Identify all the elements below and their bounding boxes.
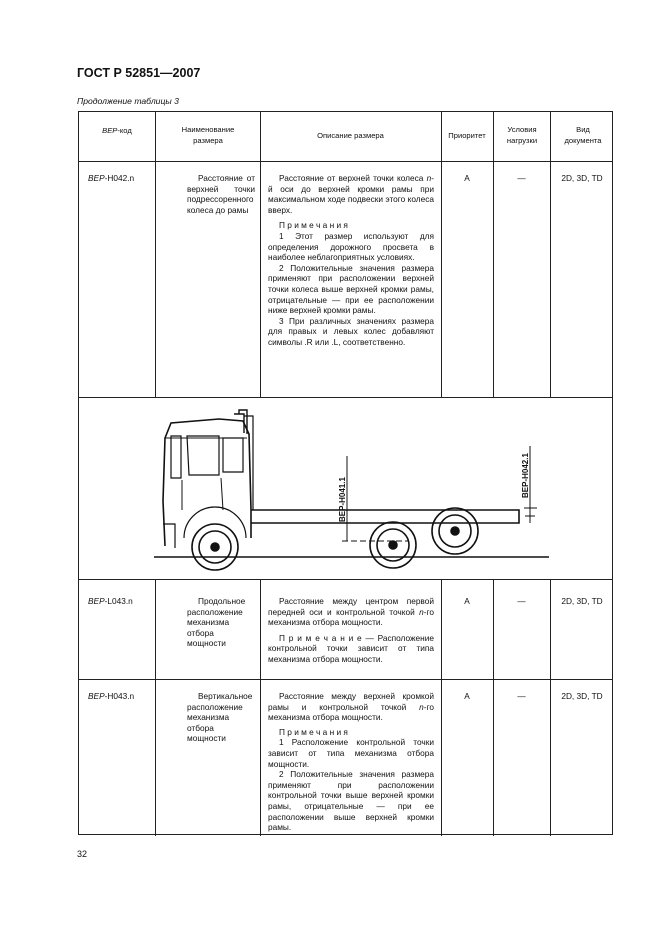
row2-description [268, 596, 434, 665]
row1-description [268, 173, 434, 348]
row1-desc-main: Расстояние от верхней точки колеса n-й оси до верхней кромки рамы при максимальном ходе подвески этого колеса вверх. [268, 173, 434, 215]
row1-note-2: 2 Положительные значения размера применяют при расположении верхней точки колеса выше верхней кромки рамы, отрицательные — при ее расположении ниже верхней кромки рамы. [268, 262, 434, 316]
row2-note: П р и м е ч а н и е — Расположение контрольной точки зависит от типа механизма отбора мощности. [268, 632, 434, 664]
column-divider [493, 579, 494, 836]
column-divider [550, 579, 551, 836]
row1-load: — [517, 173, 526, 183]
chassis-frame [251, 510, 519, 523]
row3-name: Вертикальное расположение механизма отбора мощности [187, 691, 253, 744]
column-divider [493, 112, 494, 397]
column-divider [550, 112, 551, 397]
column-divider [155, 112, 156, 397]
header-name: Наименование размера [181, 125, 235, 145]
row-divider [79, 679, 612, 680]
dimensions-table [78, 111, 613, 835]
header-load: Условия нагрузки [506, 125, 538, 145]
row3-load: — [517, 691, 526, 701]
row1-name: Расстояние от верхней точки подрессоренного колеса до рамы [187, 173, 255, 215]
row3-description [268, 691, 434, 833]
table-caption: Продолжение таблицы 3 [77, 96, 179, 106]
row3-note-2: 2 Положительные значения размера применяют при расположении контрольной точки выше верхней кромки рамы, отрицательные — при ее расположении выше верхней кромки рамы. [268, 769, 434, 833]
page-number: 32 [77, 849, 88, 859]
row2-code: ВЕР-L043.n [88, 596, 133, 606]
column-divider [260, 579, 261, 836]
row2-desc-main: Расстояние между центром первой передней оси и контрольной точкой n-го механизма отбора мощности. [268, 596, 434, 628]
row3-code: ВЕР-H043.n [88, 691, 135, 701]
row1-note-1: 1 Этот размер используют для определения дорожного просвета в наиболее неблагоприятных условиях. [268, 230, 434, 263]
row2-priority: A [464, 596, 470, 606]
row2-name: Продольное расположение механизма отбора мощности [187, 596, 246, 649]
row-divider [79, 579, 612, 580]
header-code: ВЕР-код [102, 126, 132, 135]
row3-doc-type: 2D, 3D, TD [561, 691, 603, 701]
row2-load: — [517, 596, 526, 606]
header-doc-type: Вид документа [564, 125, 602, 145]
header-divider [79, 161, 612, 162]
label-h042: ВЕР-H042.1 [521, 453, 530, 498]
row1-priority: A [464, 173, 470, 183]
row1-code: ВЕР-H042.n [88, 173, 135, 183]
header-description: Описание размера [317, 131, 384, 140]
truck-drawing [79, 398, 614, 579]
label-h041: ВЕР-H041.1 [338, 477, 347, 522]
column-divider [441, 112, 442, 397]
row2-doc-type: 2D, 3D, TD [561, 596, 603, 606]
row3-notes-title: П р и м е ч а н и я [279, 726, 348, 737]
row3-priority: A [464, 691, 470, 701]
column-divider [155, 579, 156, 836]
row1-doc-type: 2D, 3D, TD [561, 173, 603, 183]
row3-desc-main: Расстояние между верхней кромкой рамы и контрольной точкой n-го механизма отбора мощности. [268, 691, 434, 723]
row1-note-3: 3 При различных значениях размера для правых и левых колес добавляют символы .R или .L, соответственно. [268, 315, 434, 347]
document-header: ГОСТ Р 52851—2007 [77, 66, 201, 80]
column-divider [260, 112, 261, 397]
header-priority: Приоритет [448, 131, 486, 140]
column-divider [441, 579, 442, 836]
row1-notes-title: П р и м е ч а н и я [279, 220, 348, 231]
row3-note-1: 1 Расположение контрольной точки зависит от типа механизма отбора мощности. [268, 737, 434, 769]
truck-diagram [79, 398, 614, 579]
